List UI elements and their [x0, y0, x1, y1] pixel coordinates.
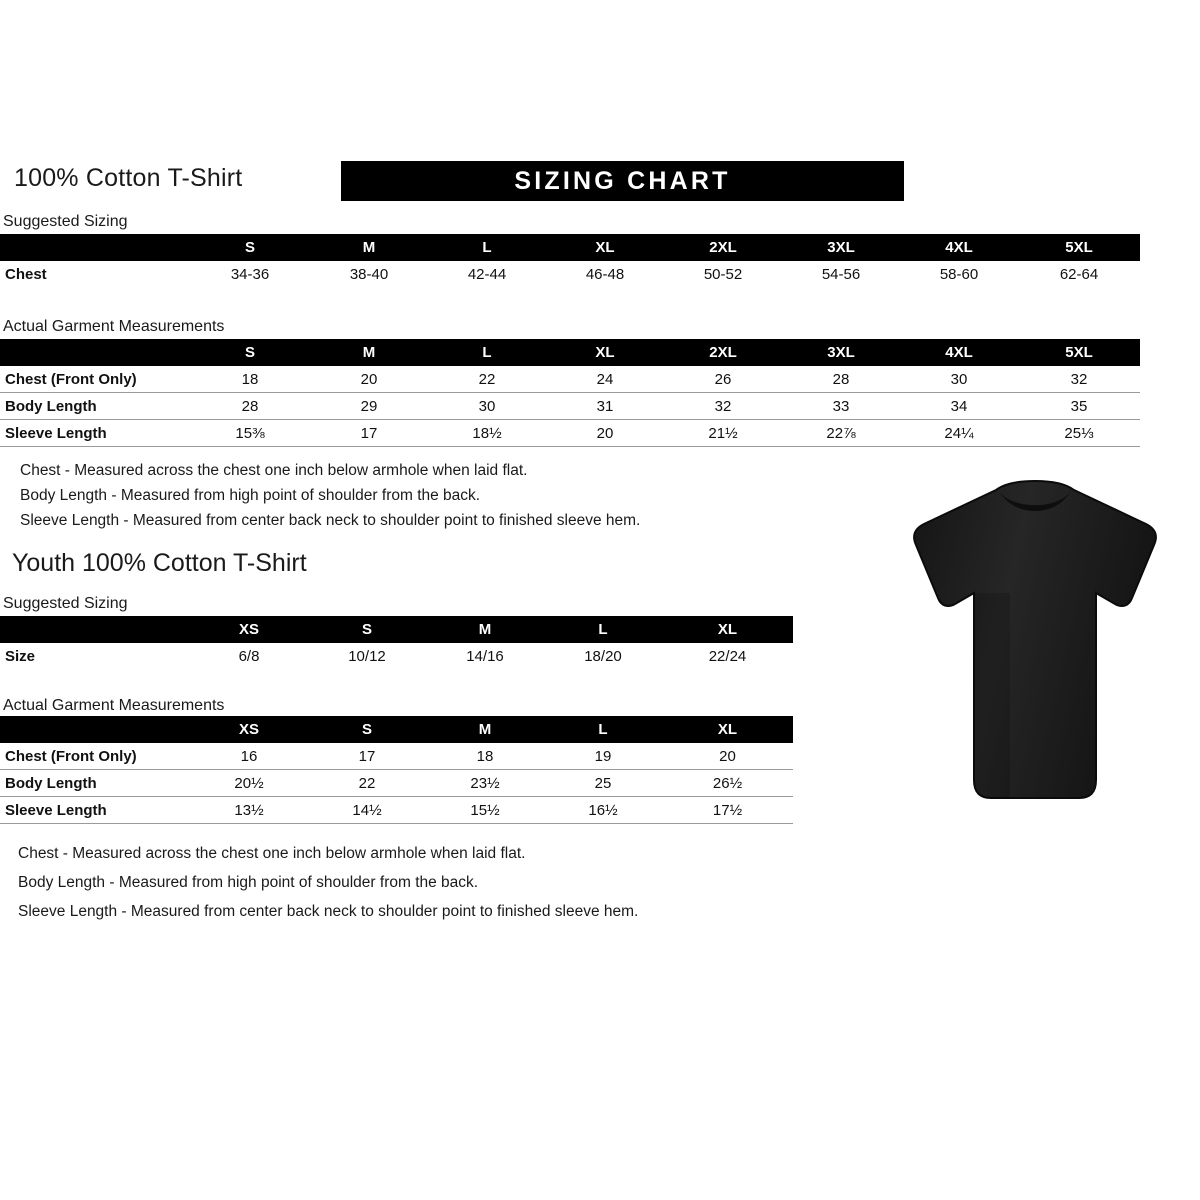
cell-sleevelength-m: 15½ — [426, 797, 544, 824]
cell-chest-5xl: 62-64 — [1018, 261, 1140, 287]
youth-suggested-table — [0, 616, 793, 669]
table-row — [0, 770, 793, 797]
adult-suggested-caption: Suggested Sizing — [3, 213, 128, 230]
row-label-body-length: Body Length — [0, 770, 190, 797]
col-head-4xl: 4XL — [900, 339, 1018, 366]
row-label-body-length: Body Length — [0, 393, 190, 420]
cell-bodylength-l: 30 — [428, 393, 546, 420]
cell-size-l: 18/20 — [544, 643, 662, 669]
col-head-m: M — [310, 234, 428, 261]
cell-chestfront-xs: 16 — [190, 743, 308, 770]
cell-sleevelength-s: 15⅜ — [190, 420, 310, 447]
cell-chestfront-s: 17 — [308, 743, 426, 770]
cell-bodylength-s: 22 — [308, 770, 426, 797]
cell-chest-s: 34-36 — [190, 261, 310, 287]
table-row — [0, 366, 1140, 393]
cell-bodylength-xl: 26½ — [662, 770, 793, 797]
col-head-2xl: 2XL — [664, 234, 782, 261]
cell-sleevelength-5xl: 25⅓ — [1018, 420, 1140, 447]
table-row — [0, 420, 1140, 447]
col-head-l: L — [428, 234, 546, 261]
cell-chestfront-5xl: 32 — [1018, 366, 1140, 393]
cell-sleevelength-xs: 13½ — [190, 797, 308, 824]
col-head-xs: XS — [190, 616, 308, 643]
table-row — [0, 393, 1140, 420]
youth-note-sleeve-length: Sleeve Length - Measured from center back neck to shoulder point to finished sleeve hem. — [18, 903, 639, 920]
cell-chest-3xl: 54-56 — [782, 261, 900, 287]
adult-suggested-table — [0, 234, 1140, 287]
cell-chestfront-m: 20 — [310, 366, 428, 393]
col-head-xl: XL — [546, 234, 664, 261]
cell-sleevelength-s: 14½ — [308, 797, 426, 824]
col-head-blank — [0, 234, 190, 261]
col-head-m: M — [426, 716, 544, 743]
table-header-row — [0, 616, 793, 643]
cell-chestfront-2xl: 26 — [664, 366, 782, 393]
row-label-sleeve-length: Sleeve Length — [0, 420, 190, 447]
col-head-s: S — [190, 234, 310, 261]
cell-size-xl: 22/24 — [662, 643, 793, 669]
col-head-m: M — [310, 339, 428, 366]
adult-actual-table — [0, 339, 1140, 447]
youth-section-title: Youth 100% Cotton T-Shirt — [12, 549, 307, 577]
table-header-row — [0, 339, 1140, 366]
col-head-blank — [0, 616, 190, 643]
row-label-chest-front-only: Chest (Front Only) — [0, 743, 190, 770]
cell-sleevelength-l: 18½ — [428, 420, 546, 447]
table-header-row — [0, 234, 1140, 261]
cell-bodylength-m: 23½ — [426, 770, 544, 797]
cell-sleevelength-3xl: 22⅞ — [782, 420, 900, 447]
cell-sleevelength-2xl: 21½ — [664, 420, 782, 447]
cell-size-xs: 6/8 — [190, 643, 308, 669]
cell-bodylength-3xl: 33 — [782, 393, 900, 420]
col-head-xl: XL — [662, 616, 793, 643]
cell-chest-4xl: 58-60 — [900, 261, 1018, 287]
col-head-xl: XL — [546, 339, 664, 366]
col-head-m: M — [426, 616, 544, 643]
cell-chestfront-3xl: 28 — [782, 366, 900, 393]
row-label-chest: Chest — [0, 261, 190, 287]
youth-actual-table — [0, 716, 793, 824]
cell-bodylength-l: 25 — [544, 770, 662, 797]
black-tshirt-illustration — [900, 480, 1170, 810]
cell-sleevelength-l: 16½ — [544, 797, 662, 824]
row-label-size: Size — [0, 643, 190, 669]
cell-chest-m: 38-40 — [310, 261, 428, 287]
row-label-sleeve-length: Sleeve Length — [0, 797, 190, 824]
cell-bodylength-4xl: 34 — [900, 393, 1018, 420]
table-row — [0, 743, 793, 770]
cell-chestfront-xl: 24 — [546, 366, 664, 393]
col-head-l: L — [544, 716, 662, 743]
cell-chestfront-4xl: 30 — [900, 366, 1018, 393]
cell-size-m: 14/16 — [426, 643, 544, 669]
cell-sleevelength-xl: 17½ — [662, 797, 793, 824]
cell-chestfront-l: 22 — [428, 366, 546, 393]
cell-chestfront-l: 19 — [544, 743, 662, 770]
adult-note-body-length: Body Length - Measured from high point of shoulder from the back. — [20, 487, 481, 504]
table-header-row — [0, 716, 793, 743]
table-row — [0, 643, 793, 669]
cell-chest-2xl: 50-52 — [664, 261, 782, 287]
youth-actual-caption: Actual Garment Measurements — [3, 697, 225, 714]
cell-chest-l: 42-44 — [428, 261, 546, 287]
cell-sleevelength-xl: 20 — [546, 420, 664, 447]
youth-note-body-length: Body Length - Measured from high point of shoulder from the back. — [18, 874, 479, 891]
adult-section-title: 100% Cotton T-Shirt — [14, 164, 243, 192]
cell-chest-xl: 46-48 — [546, 261, 664, 287]
col-head-blank — [0, 339, 190, 366]
cell-bodylength-m: 29 — [310, 393, 428, 420]
cell-bodylength-xs: 20½ — [190, 770, 308, 797]
col-head-blank — [0, 716, 190, 743]
col-head-s: S — [308, 716, 426, 743]
adult-actual-caption: Actual Garment Measurements — [3, 318, 225, 335]
col-head-l: L — [428, 339, 546, 366]
youth-suggested-caption: Suggested Sizing — [3, 595, 128, 612]
youth-note-chest: Chest - Measured across the chest one inch below armhole when laid flat. — [18, 845, 526, 862]
cell-sleevelength-4xl: 24¼ — [900, 420, 1018, 447]
adult-note-chest: Chest - Measured across the chest one inch below armhole when laid flat. — [20, 462, 528, 479]
cell-bodylength-s: 28 — [190, 393, 310, 420]
cell-bodylength-xl: 31 — [546, 393, 664, 420]
cell-size-s: 10/12 — [308, 643, 426, 669]
cell-chestfront-m: 18 — [426, 743, 544, 770]
cell-bodylength-5xl: 35 — [1018, 393, 1140, 420]
col-head-4xl: 4XL — [900, 234, 1018, 261]
col-head-3xl: 3XL — [782, 234, 900, 261]
cell-sleevelength-m: 17 — [310, 420, 428, 447]
col-head-l: L — [544, 616, 662, 643]
table-row — [0, 797, 793, 824]
col-head-2xl: 2XL — [664, 339, 782, 366]
col-head-3xl: 3XL — [782, 339, 900, 366]
col-head-s: S — [308, 616, 426, 643]
sizing-chart-banner: SIZING CHART — [341, 161, 904, 201]
row-label-chest-front-only: Chest (Front Only) — [0, 366, 190, 393]
col-head-xl: XL — [662, 716, 793, 743]
cell-chestfront-s: 18 — [190, 366, 310, 393]
cell-chestfront-xl: 20 — [662, 743, 793, 770]
table-row — [0, 261, 1140, 287]
col-head-5xl: 5XL — [1018, 234, 1140, 261]
col-head-xs: XS — [190, 716, 308, 743]
col-head-5xl: 5XL — [1018, 339, 1140, 366]
col-head-s: S — [190, 339, 310, 366]
adult-note-sleeve-length: Sleeve Length - Measured from center back neck to shoulder point to finished sleeve hem. — [20, 512, 641, 529]
cell-bodylength-2xl: 32 — [664, 393, 782, 420]
